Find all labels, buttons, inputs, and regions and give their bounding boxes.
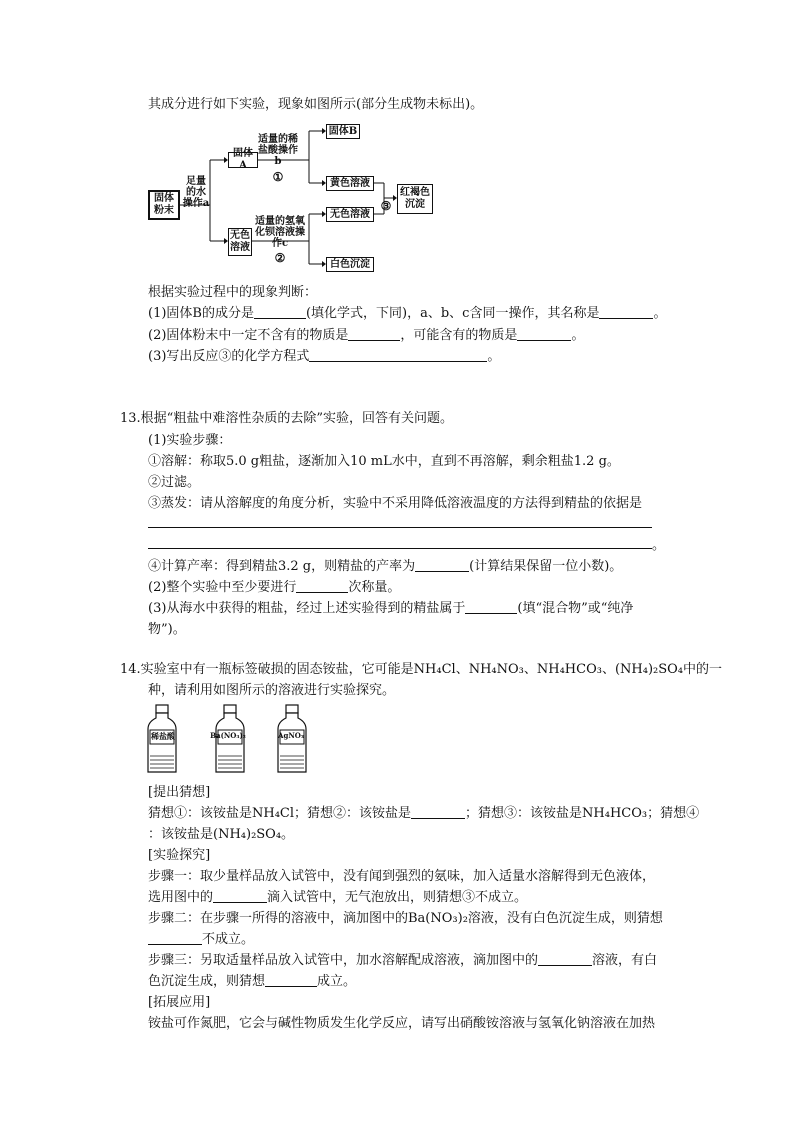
answer-blank[interactable]	[254, 304, 306, 319]
q14-hypothesis-line1	[148, 803, 699, 825]
colorless-solution-2-box: 无色溶液	[326, 207, 374, 222]
q12-part1	[148, 303, 666, 325]
q13-yield-text-a: ④计算产率：得到精盐3.2 g，则精盐的产率为	[148, 559, 416, 574]
q12-p3-text-a: (3)写出反应③的化学方程式	[148, 349, 310, 364]
colorless-solution-box: 无色溶液	[228, 228, 252, 256]
q12-part3	[148, 346, 500, 368]
q13-evaporate: ③蒸发：请从溶解度的角度分析，实验中不采用降低溶液温度的方法得到精盐的依据是	[148, 496, 643, 511]
bottle-hcl-label: 稀盐酸	[151, 731, 175, 741]
q14-s1-text-a: 选用图中的	[148, 890, 214, 905]
q13-weigh	[148, 577, 400, 599]
answer-blank[interactable]	[415, 557, 469, 572]
q12-judge: 根据实验过程中的现象判断：	[148, 285, 318, 300]
red-brown-ppt-box: 红褐色沉淀	[397, 184, 433, 214]
q14-hyp-text-b: ；猜想③：该铵盐是NH₄HCO₃；猜想④	[465, 806, 700, 821]
q14-step1-line2	[148, 887, 527, 909]
flowchart-lines	[0, 0, 794, 300]
q14-s1-text-b: 滴入试管中，无气泡放出，则猜想③不成立。	[267, 890, 528, 905]
q14-step3-line2	[148, 971, 356, 993]
q12-p1-text-a: (1)固体B的成分是	[148, 306, 254, 321]
q13-yield-text-b: (计算结果保留一位小数)。	[469, 559, 623, 574]
q12-p2-text-c: 。	[571, 328, 585, 343]
q14-explore-header: [实验探究]	[148, 848, 211, 863]
q12-p1-text-c: 。	[653, 306, 667, 321]
q13-evaporate-end: 。	[652, 538, 666, 553]
q13-salt-text-b: (填“混合物”或“纯净	[517, 601, 634, 616]
answer-blank[interactable]	[411, 804, 465, 819]
q14-hyp-text-a: 猜想①：该铵盐是NH₄Cl；猜想②：该铵盐是	[148, 806, 412, 821]
q12-part2	[148, 325, 584, 347]
answer-blank[interactable]	[538, 951, 592, 966]
q13-salt-type-end: 物”)。	[148, 622, 186, 637]
answer-blank[interactable]	[296, 578, 348, 593]
q14-s3-text-c: 色沉淀生成，则猜想	[148, 974, 266, 989]
hcl-op-b-label: 适量的稀盐酸操作b	[258, 134, 298, 167]
q13-dissolve: ①溶解：称取5.0 g粗盐，逐渐加入10 mL水中，直到不再溶解，剩余粗盐1.2 g。	[148, 454, 620, 469]
q14-s3-text-b: 溶液，有白	[592, 953, 658, 968]
q12-intro: 其成分进行如下实验，现象如图所示(部分生成物未标出)。	[148, 97, 484, 112]
bottle-agno3-label: AgNO₃	[278, 731, 304, 740]
q13-filter: ②过滤。	[148, 475, 201, 490]
answer-blank[interactable]	[517, 326, 571, 341]
yellow-solution-box: 黄色溶液	[326, 176, 374, 191]
answer-blank[interactable]	[265, 972, 317, 987]
q12-p3-text-b: 。	[487, 349, 501, 364]
q12-p1-text-b: (填化学式，下同)，a、b、c含同一操作，其名称是	[305, 306, 600, 321]
q14-step2-line2	[148, 929, 254, 951]
q14-hypothesis-header: [提出猜想]	[148, 785, 211, 800]
step-2-mark: ②	[274, 251, 286, 265]
q14-s3-text-d: 成立。	[317, 974, 357, 989]
q12-p2-text-b: ，可能含有的物质是	[400, 328, 518, 343]
step-3-mark: ③	[380, 199, 392, 213]
bottle-bano3-label: Ba(NO₃)₂	[210, 731, 246, 740]
answer-blank[interactable]	[599, 304, 653, 319]
answer-blank[interactable]	[348, 326, 400, 341]
answer-blank[interactable]	[465, 599, 517, 614]
answer-line[interactable]	[148, 527, 652, 528]
step-1-mark: ①	[272, 170, 284, 184]
q14-s3-text-a: 步骤三：另取适量样品放入试管中，加水溶解配成溶液，滴加图中的	[148, 953, 539, 968]
q14-s2-text-b: 不成立。	[202, 932, 255, 947]
q14-step2-line1: 步骤二：在步骤一所得的溶液中，滴加图中的Ba(NO₃)₂溶液，没有白色沉淀生成，则猜想	[148, 911, 663, 926]
q14-extension-line1: 铵盐可作氮肥，它会与碱性物质发生化学反应，请写出硝酸铵溶液与氢氧化钠溶液在加热	[148, 1016, 656, 1031]
q14-title-line1: 14.实验室中有一瓶标签破损的固态铵盐，它可能是NH₄Cl、NH₄NO₃、NH₄HCO₃、(NH₄)₂SO₄中的一	[120, 662, 722, 677]
q13-salt-text-a: (3)从海水中获得的粗盐，经过上述实验得到的精盐属于	[148, 601, 466, 616]
q14-title-line2: 种，请利用如图所示的溶液进行实验探究。	[148, 683, 396, 698]
baoh2-op-c-label: 适量的氢氧化钡溶液操作c	[255, 216, 305, 249]
solid-b-box: 固体B	[326, 124, 360, 139]
q12-p2-text-a: (2)固体粉末中一定不含有的物质是	[148, 328, 349, 343]
q13-title: 13.根据“粗盐中难溶性杂质的去除”实验，回答有关问题。	[120, 411, 453, 426]
solid-a-box: 固体A	[228, 152, 258, 168]
q13-step-header: (1)实验步骤：	[148, 433, 232, 448]
answer-blank[interactable]	[309, 347, 487, 362]
q13-weigh-text-b: 次称量。	[348, 580, 401, 595]
q13-yield	[148, 556, 622, 578]
answer-blank[interactable]	[213, 888, 267, 903]
answer-line[interactable]	[148, 548, 652, 549]
op-a-label: 足量的水操作a	[182, 176, 210, 209]
q14-step1-line1: 步骤一：取少量样品放入试管中，没有闻到强烈的氨味，加入适量水溶解得到无色液体，	[148, 869, 656, 884]
q13-salt-type	[148, 598, 633, 620]
start-solid-powder-box: 固体粉末	[148, 190, 180, 220]
white-ppt-box: 白色沉淀	[326, 257, 374, 272]
q14-hypothesis-line2: ：该铵盐是(NH₄)₂SO₄。	[148, 827, 295, 842]
q13-weigh-text-a: (2)整个实验中至少要进行	[148, 580, 297, 595]
q14-extension-header: [拓展应用]	[148, 995, 211, 1010]
answer-blank[interactable]	[148, 930, 202, 945]
q14-step3-line1	[148, 950, 657, 972]
